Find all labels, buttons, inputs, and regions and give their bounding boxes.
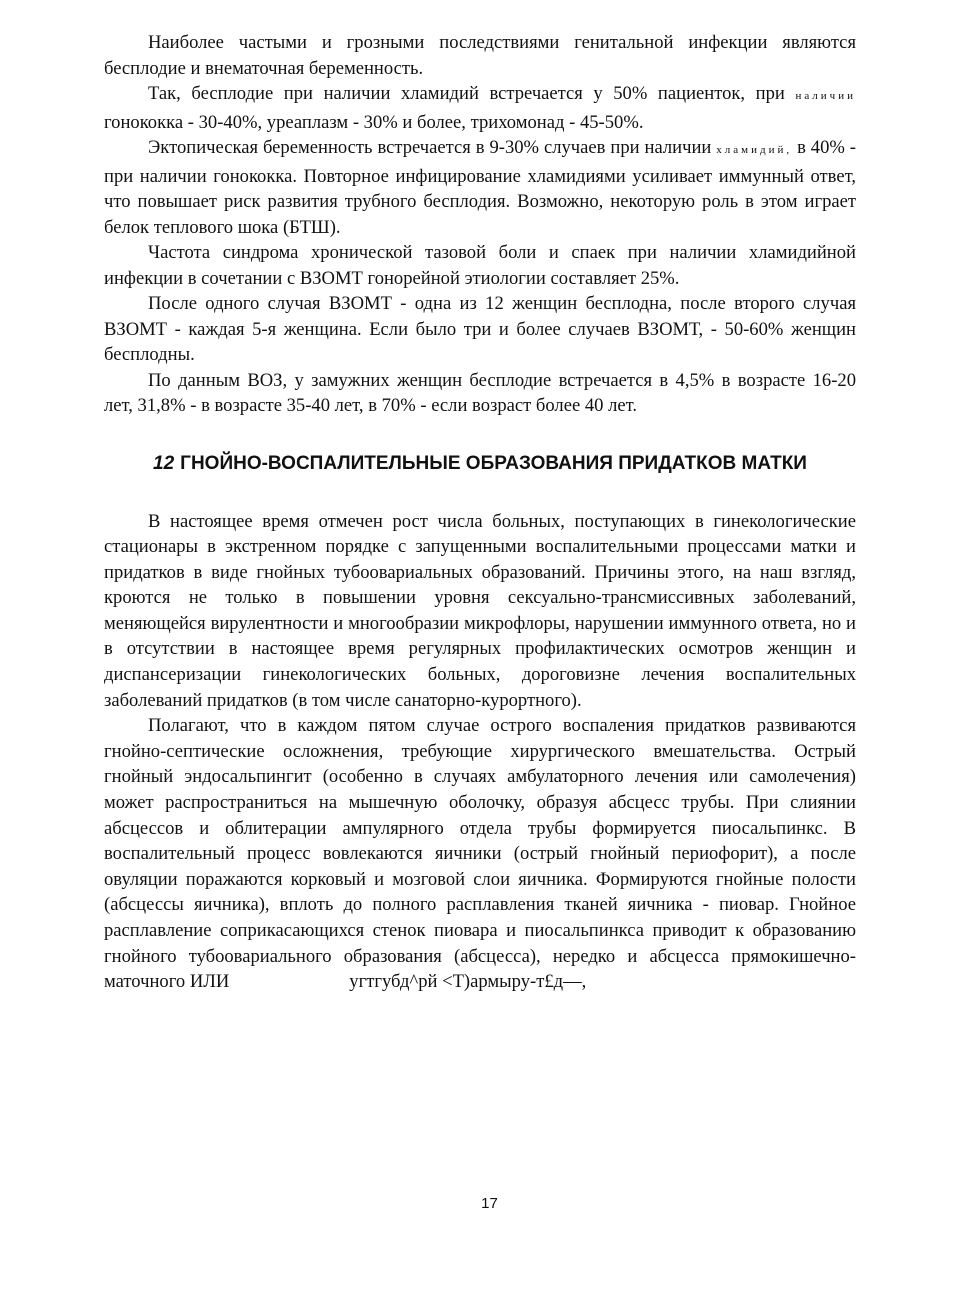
paragraph-7: В настоящее время отмечен рост числа больных, поступающих в гинекологические стационары в экстренном порядке с запущенными воспалительными процессами матки и придатков в виде гнойных тубоовариальных образований. Причины этого, на наш взгляд, кроются не только в повышении уровня сексуально-трансмиссивных заболеваний, меняющейся вирулентности и многообразии микрофлоры, нарушении иммунного ответа, но и в отсутствии в настоящее время регулярных профилактических осмотров женщин и диспансеризации гинекологических больных, дороговизне лечения воспалительных заболеваний придатков (в том числе санаторно-курортного). <box>104 510 856 711</box>
section-purulent-formations <box>104 509 856 995</box>
paragraph-5: После одного случая ВЗОМТ - одна из 12 женщин бесплодна, после второго случая ВЗОМТ - каждая 5-я женщина. Если было три и более случаев ВЗОМТ, - 50-60% женщин бесплодны. <box>104 293 856 365</box>
page-number: 17 <box>481 1195 498 1212</box>
last-line-end: угтгубд^рй <Т)армыру-т£д—, <box>349 971 587 993</box>
page-body <box>104 30 856 995</box>
paragraph-2-text: Так, бесплодие при наличии хламидий встречается у 50% пациенток, при <box>148 83 785 104</box>
small-word-chlamydia: хламидий, <box>716 144 793 156</box>
paragraph-8-text: Полагают, что в каждом пятом случае острого воспаления придатков развиваются гнойно-септические осложнения, требующие хирургического вмешательства. Острый гнойный эндосальпингит (особенно в случаях амбулаторного лечения или самолечения) может распространиться на мышечную оболочку, образуя абсцесс трубы. При слиянии абсцессов и облитерации ампулярного отдела трубы формируется пиосальпинкс. В воспалительный процесс вовлекаются яичники (острый гнойный периофорит), а после овуляции поражаются корковый и мозговой слои яичника. Формируются гнойные полости (абсцессы яичника), вплоть до полного расплавления тканей яичника - пиовар. Гнойное расплавление соприкасающихся стенок пиовара и пиосальпинкса приводит к образованию гнойного тубоовариального образования (абсцесса), нередко и абсцесса <box>104 715 856 967</box>
paragraph-6: По данным ВОЗ, у замужних женщин бесплодие встречается в 4,5% в возрасте 16-20 лет, 31,8% - в возрасте 35-40 лет, в 70% - если возраст более 40 лет. <box>104 369 856 416</box>
section-consequences <box>104 30 856 419</box>
paragraph-3 <box>104 135 856 240</box>
paragraph-2 <box>104 81 856 135</box>
section-number: 12 <box>153 452 175 474</box>
paragraph-8 <box>104 713 856 995</box>
paragraph-3-continued: в 40% - при наличии гонококка. Повторное инфицирование хламидиями усиливает иммунный ответ, что повышает риск развития трубного бесплодия. Возможно, некоторую роль в этом играет белок теплового шока (БТШ). <box>104 137 856 238</box>
paragraph-3-text: Эктопическая беременность встречается в 9-30% случаев при наличии <box>148 137 712 158</box>
section-title: ГНОЙНО-ВОСПАЛИТЕЛЬНЫЕ ОБРАЗОВАНИЯ ПРИДАТКОВ МАТКИ <box>180 452 807 474</box>
small-word-nalichii: наличии <box>795 90 856 102</box>
paragraph-1: Наиболее частыми и грозными последствиями генитальной инфекции являются бесплодие и внематочная беременность. <box>104 32 856 79</box>
paragraph-2-continued: гонококка - 30-40%, уреаплазм - 30% и более, трихомонад - 45-50%. <box>104 111 644 133</box>
last-line-start: прямокишечно-маточного ИЛИ <box>104 945 856 993</box>
section-heading <box>104 451 856 477</box>
paragraph-4: Частота синдрома хронической тазовой боли и спаек при наличии хламидийной инфекции в сочетании с ВЗОМТ гонорейной этиологии составляет 25%. <box>104 242 856 289</box>
